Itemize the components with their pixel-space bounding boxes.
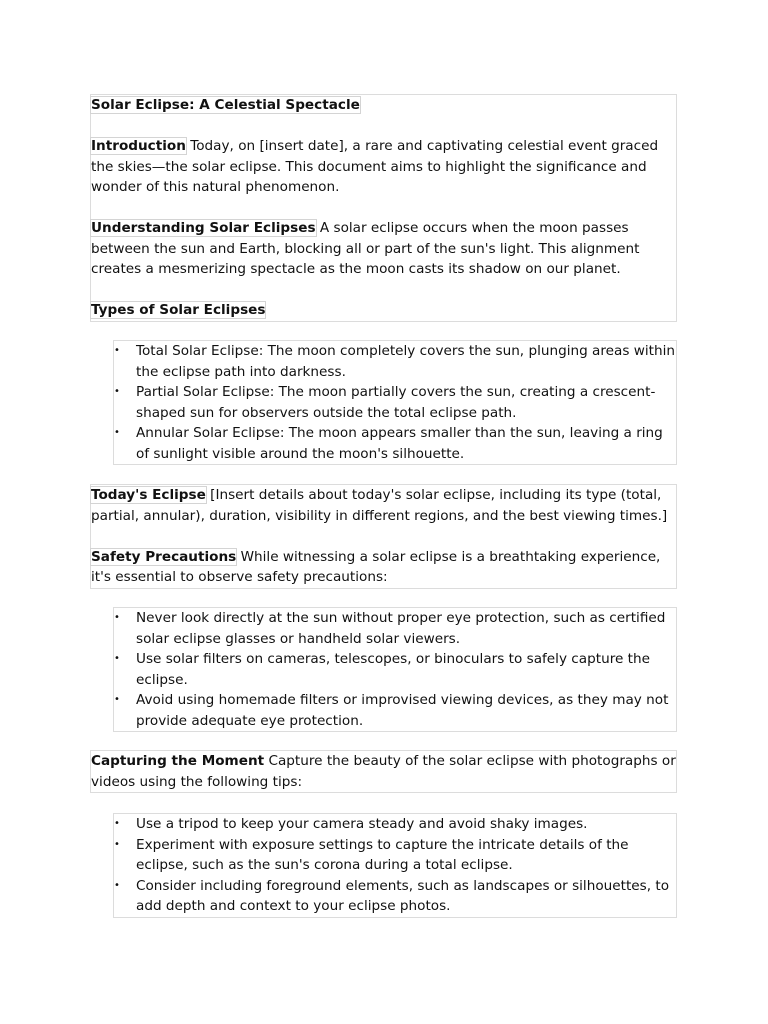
list-item-text: Avoid using homemade filters or improvised viewing devices, as they may not provide adequate eye protection. [136,692,669,729]
list-item-text: Never look directly at the sun without proper eye protection, such as certified solar eclipse glasses or handheld solar viewers. [136,610,666,647]
list-item [114,423,676,464]
document-title: Solar Eclipse: A Celestial Spectacle [91,97,360,113]
document-title-paragraph [91,95,676,116]
list-item [114,382,676,423]
safety-list [113,607,677,732]
bullet-icon: • [114,879,120,891]
list-item-text: Use solar filters on cameras, telescopes, or binoculars to safely capture the eclipse. [136,651,650,688]
today-text: [Insert details about today's solar eclipse, including its type (total, partial, annular), duration, visibility in different regions, and the best viewing times.] [91,487,668,524]
bullet-icon: • [114,694,120,705]
list-item [114,876,676,917]
today-paragraph [91,485,676,526]
introduction-heading: Introduction [91,138,186,154]
list-item-text: Consider including foreground elements, such as landscapes or silhouettes, to add depth and context to your eclipse photos. [136,877,670,914]
list-item-text: Annular Solar Eclipse: The moon appears smaller than the sun, leaving a ring of sunlight visible around the moon's silhouette. [136,425,663,462]
intro-section [90,94,677,322]
list-item [114,608,676,649]
understanding-paragraph [91,218,676,280]
introduction-paragraph [91,136,676,198]
bullet-icon: • [114,345,120,356]
introduction-text: Today, on [insert date], a rare and captivating celestial event graced the skies—the solar eclipse. This document aims to highlight the significance and wonder of this natural phenomenon. [91,138,659,195]
safety-heading: Safety Precautions [91,548,237,565]
bullet-icon: • [114,427,120,438]
list-item-text: Partial Solar Eclipse: The moon partially covers the sun, creating a crescent-shaped sun for observers outside the total eclipse path. [136,384,656,421]
types-heading: Types of Solar Eclipses [91,302,266,318]
bullet-icon: • [114,653,120,664]
types-list [113,340,677,465]
tips-list [113,813,677,918]
capturing-heading: Capturing the Moment [91,753,265,769]
today-section [90,484,677,589]
list-item [114,690,676,731]
list-item [114,649,676,690]
capturing-section [90,750,677,793]
today-heading: Today's Eclipse [91,487,206,503]
list-item [114,814,676,835]
bullet-icon: • [114,818,120,829]
understanding-text: A solar eclipse occurs when the moon passes between the sun and Earth, blocking all or part of the sun's light. This alignment creates a mesmerizing spectacle as the moon casts its shadow on our planet. [91,220,640,277]
safety-paragraph [91,547,676,588]
safety-text: While witnessing a solar eclipse is a breathtaking experience, it's essential to observe safety precautions: [91,548,661,585]
types-heading-paragraph [91,300,676,321]
list-item [114,341,676,382]
capturing-text: Capture the beauty of the solar eclipse with photographs or videos using the following tips: [91,753,676,790]
list-item [114,835,676,876]
bullet-icon: • [114,838,120,850]
bullet-icon: • [114,612,120,623]
list-item-text: Use a tripod to keep your camera steady and avoid shaky images. [136,816,588,832]
understanding-heading: Understanding Solar Eclipses [91,220,316,236]
list-item-text: Total Solar Eclipse: The moon completely covers the sun, plunging areas within the eclipse path into darkness. [136,343,676,380]
capturing-paragraph [91,751,676,792]
list-item-text: Experiment with exposure settings to capture the intricate details of the eclipse, such as the sun's corona during a total eclipse. [136,836,629,873]
bullet-icon: • [114,386,120,397]
